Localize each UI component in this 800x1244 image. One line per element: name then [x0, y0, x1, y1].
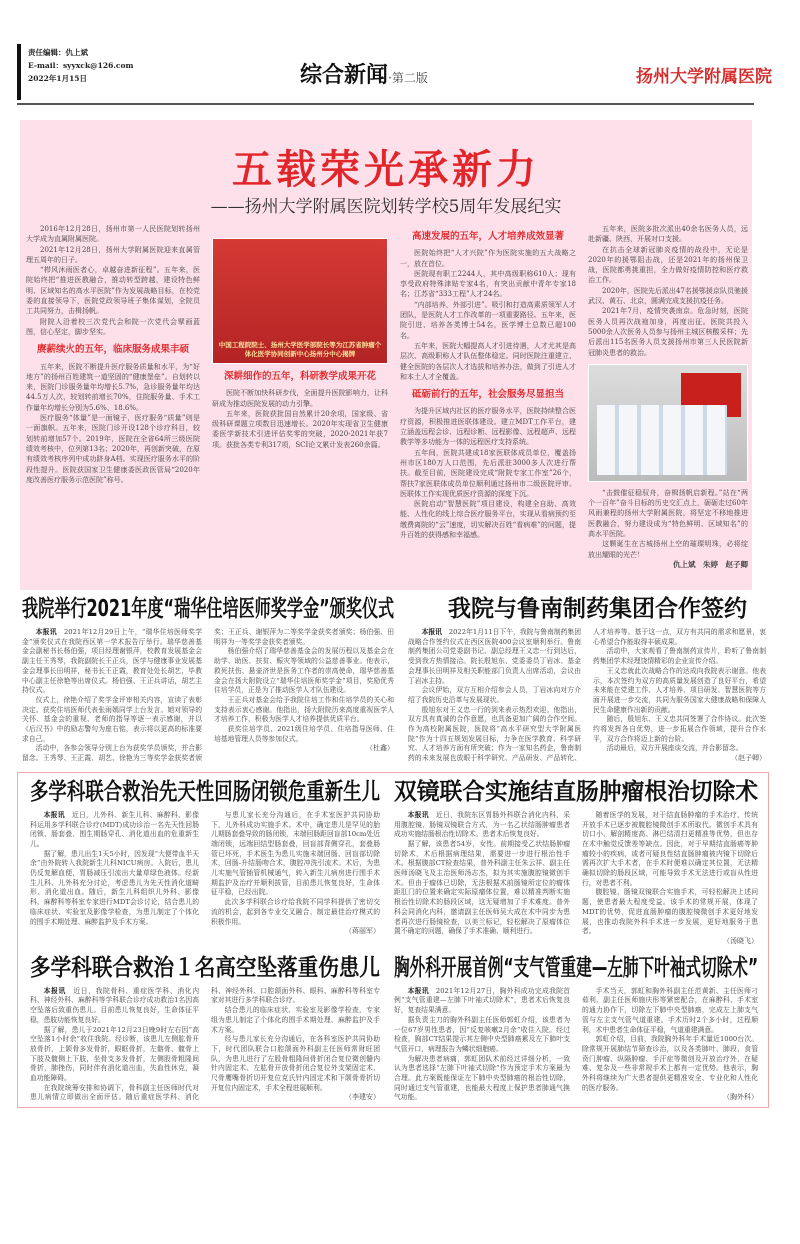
section-heading: 深耕细作的五年，科研教学成果开花 [223, 371, 376, 382]
headline-lunan: 我院与鲁南制药集团合作签约 [448, 596, 747, 622]
news-row-2 [30, 777, 758, 947]
article-body [30, 987, 380, 1103]
text: 近日，我院东区胃肠外科联合消化内科，采用腹腔镜、肠镜双镜联合方式，为一名乙状结肠肿瘤患者成功实施结肠根治性切除术。患者术后恢复良好。 [394, 810, 571, 839]
lead: 本报讯 [407, 810, 429, 819]
paragraph: 活动最后，双方开展座谈交流，并合影留念。 [606, 744, 743, 753]
lead: 本报讯 [35, 628, 57, 636]
paragraph: 医疗服务“体量”是一面镜子，医疗服务“质量”则是一面旗帜。五年来，医院门诊开设128个诊疗科目，较划转前增加57个。2019年，医院在全省64所三级医院绩效考核中，位列第13名；2020年，再创新突破，在原有绩效考核序列中成功跻身A档。实现医疗服务水平的阶段性提升。医院获国家卫生健康委医政医管局“2020年度改善医疗服务示范医院”称号。 [26, 414, 200, 484]
section-title [300, 58, 428, 89]
paragraph: 据负责主刀的胸外科副主任医师郭虹介绍，该患者为一位67岁男性患者，因“反复咳嗽2月余”收住入院。经过检查，胸部CT结果提示其左侧中央型肺癌累及左下肺叶支气管开口，病理报告为鳞状细胞癌。 [394, 1015, 570, 1053]
article-scholarship [22, 594, 394, 764]
feature-title: 五载荣光承新力 [232, 147, 540, 193]
article-body [394, 987, 758, 1103]
paragraph: 为提升区域内社区的医疗服务水平，医院持续整合医疗资源，积极推进医联体建设。建立MDT工作平台，建立涵盖远程会诊、远程诊断、远程影像、远程超声、远程教学等多功能为一体的远程医疗支持系统。 [400, 407, 576, 447]
paragraph: 腹腔镜、肠镜双镜联合实施手术，可轻松解决上述问题，使患者最大程度受益。该手术的常规开展，体现了MDT的优势，促进直肠肿瘤的腹腔镜微创手术更好地发展，也推动我院外科手术进一步发展，更好地服务于患者。 [582, 888, 758, 936]
author: （杜鑫） [366, 744, 394, 753]
headline-scholarship: 我院举行2021年度“瑞华住培医师奖学金”颁奖仪式 [22, 596, 395, 622]
feature-article [20, 120, 752, 590]
article-fall-injury [30, 953, 380, 1103]
article-colorectal [394, 777, 758, 947]
header-divider [17, 103, 754, 105]
article-body [394, 811, 758, 947]
paragraph: 会议伊始，双方互相介绍参会人员，丁岩冰向对方介绍了我院历史沿革与发展现状。 [408, 686, 581, 704]
medical-team-photo [588, 364, 748, 482]
headline-colorectal: 双镜联合实施结直肠肿瘤根治切除术 [394, 778, 758, 805]
feature-column-3 [400, 224, 576, 586]
paragraph: 获奖住培学员、2021级住培学员、住培指导医师、住培基地管理人员等参加仪式。 [214, 725, 394, 743]
article-ileal-atresia [30, 777, 380, 947]
feature-column-1 [26, 224, 200, 586]
hospital-logo: 扬州大学附属医院 [636, 67, 772, 87]
section-heading: 砥砺前行的五年，社会服务尽显担当 [411, 389, 564, 401]
paragraph: 此次多学科联合诊疗给我院不同学科提供了密切交流的机会，起到各专业交叉融合、制定最佳治疗模式的积极作用。 [211, 898, 380, 926]
paragraph: 五年来，医院不断提升医疗服务质量和水平，为“好地方”的扬州百姓建筑一道坚固的“健康堡垒”。自划转以来，医院门诊服务量年均增长5.7%，急诊服务量年均达44.5万人次，较划转前增长70%，住院服务量、手术工作量年均增长分别为5.6%、18.6%。 [26, 362, 200, 412]
paragraph: “击鼓催征稳驭舟，奋楫扬帆启新程。”站在“两个一百年”奋斗目标的历史交汇点上，砺砺走过60年风雨兼程的扬州大学附属医院，将坚定不移地推进医教融合，努力建设成为“特色鲜明、区域知名”的高水平医院。 [588, 488, 748, 539]
paragraph: 杨伯强介绍了瑞华慈善基金会的发展历程以及基金会在助学、助医、扶贫、赈灾等领域的公益慈善事业。他表示，救死扶伤、悬壶济世是医务工作者的崇高使命，瑞华慈善基金会在扬大附院设立“瑞华住培医师奖学金”项目，奖励优秀住培学员，正是为了推动医学人才队伍建设。 [214, 647, 394, 695]
header-bar [17, 44, 21, 100]
editor: 责任编辑：仇上斌 [28, 48, 88, 57]
headline-wrap [30, 953, 380, 983]
headline-fall-injury: 多学科联合救治１名高空坠落重伤患儿 [30, 954, 380, 981]
author: （李建安） [345, 1093, 380, 1102]
author: （胸外科） [723, 1093, 758, 1102]
paragraph: 医院始终把“人才兴院”作为医院实施的五大战略之一，放在首位。 [400, 249, 576, 268]
page-number: ·第二版 [388, 71, 428, 85]
photo-caption: 中国工程院院士、扬州大学医学部院长等为江苏省肿瘤个体化医学协同创新中心扬州分中心揭牌 [218, 341, 382, 358]
author: （汤晓飞） [723, 936, 758, 945]
paragraph: 据了解，该患者54岁，女性。前期接受乙状结肠肿瘤切除术，术后根据病理结果，需要进一步进行根治性手术。根据腹部CT检查结果，普外科副主任朱云祥、副主任医师汤晓飞及主治医师汤志杰，拟为其实施腹腔镜微创手术。但由于瘤体已切除，无法根据术前肠镜所定位的瘤体距肛门的位置来确定实际原瘤体位置，难以精准判断实施根治性切除术的肠段区域，这无疑增加了手术难度。普外科会同消化内科，邀请副主任医师吴大成在术中同步为患者再次进行肠镜检查，以美兰标记，轻松解决了原瘤体位置不确定的问题，确保了手术准确、顺利进行。 [394, 839, 570, 936]
text: 2021年12月27日，胸外科成功完成我院首例“支气管重建—左肺下叶袖式切除术”，患者术后恢复良好，复查结果满意。 [394, 986, 571, 1015]
section-heading: 赓薪续火的五年，临床服务成果丰硕 [36, 344, 189, 356]
headline-wrap [22, 594, 394, 624]
paragraph: 2020年，医院先后派出47名援鄂援京队员驰援武汉、黄石、北京，圆满完成支援抗疫任务。 [588, 286, 748, 306]
section-heading: 高速发展的五年，人才培养成效显著 [411, 231, 564, 242]
headline-wrap [394, 953, 758, 983]
author: （蒋丽军） [345, 927, 380, 936]
paragraph: 手术当天，郭虹和胸外科副主任范黄新、主任医师刁茹利、副主任医师施庆彤等紧密配合，在麻醉科、手术室的通力协作下，切除左下肺中央型肺癌，完成左上肺支气管与左主支气管气道重建。手术历时2个多小时，过程顺利，术中患者生命体征平稳，气道重建满意。 [582, 986, 758, 1034]
paragraph: 王义忠就此次战略合作的达成向我院表示谢意。他表示，本次签约为双方的高质量发展创造了良好平台，希望未来能在党建工作、人才培养、项目研发、智慧医院等方面开展进一步交流，共同为服务国家大健康战略和保障人民生命健康作出新的贡献。 [593, 666, 766, 714]
paragraph: 医院不断加快科研步伐，全面提升医院影响力，让科研成为推动医院发展的动力引擎。 [212, 389, 388, 408]
paragraph: 据了解，患儿出生1天5小时，因发现“大便带血半天余”由外院转入我院新生儿科NICU病房。入院后，患儿仍反复解血便，胃肠减压引流出大量草绿色液体。经新生儿科、儿外科充分讨论，考虑患儿为先天性消化道畸形、消化道出血。随后，新生儿科组织儿外科、影像科、麻醉科等科室专家进行MDT会诊讨论，结合患儿的临床症状、实验室及影像学检查，为患儿制定了个体化的围手术期处理、麻醉监护及手术方案。 [30, 849, 199, 926]
text: 近日，我院骨科、重症医学科、消化内科、神经外科、麻醉科等学科联合诊疗成功救治1名因高空坠落后致重伤患儿。目前患儿恢复良好，生命体征平稳，患肢功能恢复良好。 [30, 986, 200, 1024]
article-body [30, 811, 380, 937]
paragraph: 五年来，医院获批国自然累计20余项，国家级、省级科研课题立项数目迅速增长。2020年实现省卫生健康委医学新技术引进评估奖零的突破，2020-2021年获7项。获批各类专利317项，SCI论文累计发表260余篇。 [212, 409, 388, 449]
paragraph [22, 628, 202, 696]
paragraph: 五年来，医院大幅提高人才引进待遇，人才尤其是高层次、高级职称人才队伍整体稳定。同时医院注重建立、健全医院的各层次人才选拔和培养办法，做到了引进人才和本土人才全覆盖。 [400, 341, 576, 381]
paragraph: 五年间，医院共建成18家医联体成员单位，覆盖扬州市区180万人口范围，先后派驻3000多人次进行帮扶。截至目前，医院建设完成“附院专家工作室”26个，帮扶7家医联体成员单位顺利通过扬州市二级医院评审。医联体工作实现优质医疗资源的深度下沉。 [400, 448, 576, 498]
news-row-3 [30, 953, 758, 1103]
headline-wrap [394, 777, 758, 807]
article-body [22, 628, 394, 764]
paragraph: 活动中，大家观看了鲁南制药宣传片，聆听了鲁南制药集团学术经理饶情精彩的企业宣传介绍。 [593, 647, 766, 666]
lead: 本报讯 [421, 628, 442, 636]
feature-subtitle: ——扬州大学附属医院划转学校5周年发展纪实 [210, 197, 562, 217]
paragraph: 结合患儿的临床症状、实验室及影像学检查，专家组为患儿制定了个体化的围手术期处理、麻醉监护及手术方案。 [211, 1006, 380, 1034]
paragraph: 仪式上，徐艳介绍了奖学金评审相关内容，宣读了表彰决定。获奖住培医师代表张雨嫣同学上台发言。她对领导的关怀、基金会的重视、老师的指导等逐一表示感谢，并以《后汉书》中的励志警句为座右铭，表示将以更高的标准要求自己。 [22, 695, 202, 743]
text: 2022年1月11日下午，我院与鲁南制药集团战略合作签约仪式在西区医院400会议室顺利举行。鲁南制药集团公司党委副书记、副总经理王义忠一行到达后，受到我方热情接洽。院长殷旭东、党委委员丁岩冰、基金会理事长田明祥及相关职能部门负责人出席活动，会议由丁岩冰主持。 [408, 628, 582, 685]
headline-ileal-atresia: 多学科联合救治先天性回肠闭锁危重新生儿 [30, 778, 380, 805]
article-thoracic [394, 953, 758, 1103]
paragraph [394, 811, 570, 840]
headline-thoracic: 胸外科开展首例“支气管重建—左肺下叶袖式切除术” [394, 954, 759, 981]
paragraph: 郭虹介绍，目前，我院胸外科年手术量近1000台次。除常规开展肺结节筛查诊治，以及各类肺叶、肺段、食管贲门肿瘤、纵隔肿瘤、手汗症等微创及开放治疗外，在疑难、复杂及一些非常规手术上都有一定优势。他表示，胸外科将继续为广大患者提供更精准安全、专业化和人性化的医疗服务。 [582, 1035, 758, 1092]
paragraph: 活动中，各参会领导分别上台为获奖学员颁奖，并合影留念。王秀琴、王正霞、胡艺、徐艳为三等奖学金获奖者颁奖；王正兵、谢银萍为二等奖学金获奖者颁奖；杨伯强、田明祥为一等奖学金获奖者颁奖。 [22, 628, 394, 763]
issue-date: 2022年1月15日 [28, 74, 88, 83]
feature-authors: 仇上斌 朱婷 赵子卿 [673, 559, 748, 569]
paragraph: “栉风沐雨医者心，卓越奋进新征程”。五年来，医院始终把“推进医教融合，推动转型跨越，建设特色鲜明、区域知名的高水平医院”作为发展战略目标，在校党委的直接领导下，医院党政领导班子集体谋划，全院员工共同努力，击楫扬帆。 [26, 266, 200, 316]
paragraph: 与患儿家长充分沟通后，在手术室医护共同协助下，儿外科成功实施手术。术中，确定患儿是罕见的胎儿期肠套叠导致的肠闭锁，末端回肠距回盲部10cm处近端闭锁，远端回结型肠套叠，回盲部背侧穿孔，套叠肠管已坏死，手术医生为患儿实施末端回肠、回盲部切除术，回肠-升结肠吻合术，腹腔冲洗引流术。术后，为患儿实施气管插管机械通气，转入新生儿病房进行围手术期监护及治疗并顺利拔管，目前患儿恢复良好，生命体征平稳，已经出院。 [211, 810, 380, 897]
paragraph: 2021年7月，疫情突袭南京。危急时刻，医院医务人员再次战袍加身，再度出征。医院共投入5000余人次医务人员参与扬州主城区核酸采样；先后派出115名医务人员支援扬州市第三人民医院新冠肺炎患者的救治。 [588, 307, 748, 357]
article-body [408, 628, 766, 764]
feature-column-4 [588, 224, 748, 586]
paragraph: 医院启动“智慧医院”项目建设，构建全自助、高效能、人性化的线上综合医疗服务平台，实现从看病预约至缴费离院的“云”速度，切实解决百姓“看病难”的问题，提升百姓的获得感和幸福感。 [400, 500, 576, 540]
paragraph: 2016年12月28日，扬州市第一人民医院划转扬州大学成为直属附属医院。 [26, 225, 200, 244]
article-lunan [408, 594, 766, 764]
paragraph: “内部培养，外部引进”。吸引和打造高素质领军人才团队，是医院人才工作改革的一项重要路径。五年来，医院引进、培养各类博士54名，医学博士总数已超100名。 [400, 300, 576, 340]
paragraph: 随着医学的发展，对于结直肠肿瘤的手术治疗，传统开放手术已逐步被腹腔镜微创手术所取代。微创手术具有切口小、解剖精度高、淋巴结清扫更精准等优势，但也存在术中触觉反馈差等缺点。因此，对于早期结直肠癌等肿瘤较小的疾病，或者可疑良性结直肠肿瘤被内镜下切除后需再次扩大手术者，在手术时便难以确定其位置，无法精确拟切除的肠段区域，可能导致手术无法进行或盲从性进行，对患者不利。 [582, 810, 758, 887]
paragraph: 在我院统筹安排和协调下，骨科副主任医师时代对患儿病情立即做出全面评估。随后重症医学科、消化科、神经外科、口腔颌面外科、眼科、麻醉科等科室专家对其进行多学科联合诊疗。 [30, 986, 380, 1102]
news-row-1 [22, 594, 800, 764]
text: 2021年12月29日上午，“瑞华住培医师奖学金”颁奖仪式在我院西区第一学术报告厅举行。瑞华慈善基金会副秘书长杨伯强，项目经理谢银萍，校教育发展基金会副主任王秀琴，我院副院长王正兵，医学与健康事业发展基金会理事长田明祥，秘书长王正霞，教育处处长胡艺，毕教中心副主任徐艳等出席仪式。杨伯强、王正兵讲话，胡艺主持仪式。 [22, 628, 203, 695]
team-in-protective-suits [597, 405, 727, 475]
headline-wrap [30, 777, 380, 807]
paragraph: 在抗击全球新冠肺炎疫情的战役中，无论是2020年的援鄂阻击战，还是2021年的扬州保卫战，医院都勇挑重担，全力做好疫情防控和医疗救治工作。 [588, 245, 748, 285]
paragraph: 王正兵对基金会给予我院住培工作和住培学员的关心和支持表示衷心感谢。他指出，扬大附院历来高度重视医学人才培养工作，积极为医学人才培养提供优质平台。 [214, 695, 394, 724]
lead: 本报讯 [407, 986, 429, 995]
paragraph [30, 987, 199, 1026]
section-name: 综合新闻 [300, 63, 389, 88]
paragraph: 这颗诞生在古城扬州上空的璀璨明珠，必将绽放出耀眼的光芒！ [588, 540, 748, 559]
headline-wrap [408, 594, 766, 624]
paragraph: 为解决患者病痛，郭虹团队术前经过详细分析，一致认为患者选择“左肺下叶袖式切除”作为预定手术方案最为合理。此方案既能保证左下肺中央型肺癌的根治性切除，同时通过支气管重建，也能最大程度上保护患者肺通气换气功能。 [394, 1054, 570, 1102]
lower-news [0, 594, 800, 1108]
author: （赵子卿） [731, 754, 766, 763]
paragraph: 据了解，患儿于2021年12月23日晚9时左右因“高空坠落1小时余”收住我院。经诊断，该患儿左侧肱骨开放骨折，上颌骨多发骨折，眼眶骨折，左髂骨、髋骨上下肢及髋侧上下肢，坐骨支多发骨折，左侧股骨粗隆间骨折，肺挫伤，同时伴有消化道出血，失血性休克，凝血功能障碍。 [30, 1025, 199, 1083]
paragraph [408, 628, 581, 686]
paragraph: 随后，殷旭东、王义忠共同签署了合作协议。此次签约将发挥各自优势，进一步拓展合作领域，提升合作水平，双方合作将迈上新的台阶。 [593, 715, 766, 743]
feature-column-2 [212, 224, 388, 586]
lead: 本报讯 [43, 986, 66, 995]
paragraph: 经与患儿家长充分沟通后，在各科室医护共同协助下，时代团队联合口腔颌面外科副主任医师常财旺团队，为患儿进行了左股骨粗隆间骨折闭合复位微创髓内针内固定术、左肱骨开放骨折闭合复位外支架固定术、尺骨鹰嘴骨折切开复位克氏针内固定术和下颌骨骨折切开复位内固定术，手术全程进展顺利。 [211, 1035, 380, 1092]
paragraph: 附院人沿着校三次党代会和院一次党代会擘画蓝图，信心坚定，脚步坚实。 [26, 317, 200, 336]
paragraph: 五年来，医院多批次派出40余名医务人员，远赴新疆、陕西，开展对口支援。 [588, 225, 748, 244]
email: E-mail：syyxck@126.com [28, 61, 134, 70]
lead: 本报讯 [43, 810, 65, 819]
unveiling-photo [212, 238, 388, 364]
paragraph [394, 987, 570, 1016]
text: 近日，儿外科、新生儿科、麻醉科、影像科运用多学科联合诊疗(MDT)成功诊治一名先天性回肠闭锁、肠套叠、围生期肠穿孔、消化道出血的危重新生儿。 [30, 810, 200, 848]
boxed-news-section [17, 772, 769, 1108]
paragraph: 殷旭东对王义忠一行的到来表示热烈欢迎。他指出，双方具有真诚的合作意愿，也具备更加广阔的合作空间。作为高校附属医院，医院将“高水平研究型大学附属医院”作为十四五规划发展目标，力争在医学教育、科学研究、人才培养方面有所突破；作为一家知名药企，鲁南制药的未来发展也放眼于科学研究、产品研发、产品转化、人才培养等。基于这一点，双方有共同的需求和愿景，衷心希望合作能取得丰硕成果。 [408, 628, 766, 763]
paragraph [30, 811, 199, 850]
paragraph: 医院现有职工2244人，其中高级职称610人；现有享受政府特殊津贴专家4名，有突出贡献中青年专家18名；江苏省“333工程”人才24名。 [400, 269, 576, 299]
masthead-info [28, 46, 133, 85]
paragraph: 2021年12月28日，扬州大学附属医院迎来直属管理五周年的日子。 [26, 245, 200, 264]
